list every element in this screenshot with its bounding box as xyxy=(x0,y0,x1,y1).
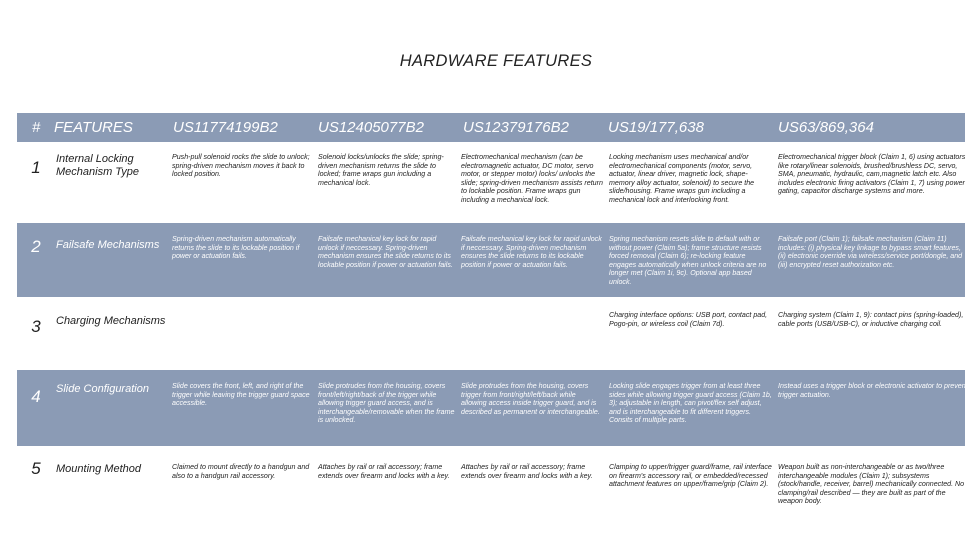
table-cell-patent-2: Solenoid locks/unlocks the slide; spring-driven mechanism returns the slide to locked; frame wraps gun including a mechanical lock. xyxy=(318,153,444,187)
header-patent-4: US19/177,638 xyxy=(608,119,704,136)
header-patent-1: US11774199B2 xyxy=(173,119,278,136)
header-patent-3: US12379176B2 xyxy=(463,119,569,136)
table-row xyxy=(17,446,965,512)
table-cell-patent-2: Slide protrudes from the housing, covers front/left/right/back of the trigger while allowing trigger guard access, and is interchangeable/removable when the frame is unlocked. xyxy=(318,382,455,425)
header-patent-2: US12405077B2 xyxy=(318,119,424,136)
table-cell-patent-2: Failsafe mechanical key lock for rapid unlock if neccessary. Spring-driven mechanism ensures the slide returns to its lockable position if power or actuation fails. xyxy=(318,235,453,269)
row-feature-label: Mounting Method xyxy=(56,463,141,475)
table-cell-patent-1: Spring-driven mechanism automatically returns the slide to its lockable position if power or actuation fails. xyxy=(172,235,300,261)
table-cell-patent-1: Claimed to mount directly to a handgun and also to a handgun rail accessory. xyxy=(172,463,310,480)
table-row xyxy=(17,223,965,297)
row-feature-label: Slide Configuration xyxy=(56,383,149,395)
row-feature-label: Charging Mechanisms xyxy=(56,315,166,327)
table-cell-patent-4: Locking slide engages trigger from at least three sides while allowing trigger guard access (Claim 1b, 3); adjustable in length, can pivot/flex self adjust, and is interchangeable to fit different triggers. Consits of multiple parts. xyxy=(609,382,772,425)
table-cell-patent-3: Electromechanical mechanism (can be electromagnetic actuator, DC motor, servo motor, or stepper motor) locks/ unlocks the slide; spring-driven mechanism assists return to lockable position. Frame wraps gun including a mechanical lock. xyxy=(461,153,603,204)
table-cell-patent-5: Electromechanical trigger block (Claim 1, 6) using actuators like rotary/linear solenoids, brushed/brushless DC, servo, SMA, pneumatic, hydraulic, cam,magnetic latch etc. Also includes electronic firing activators (Claim 1, 7) using power gating, capacitor discharge systems and more. xyxy=(778,153,966,196)
table-cell-patent-5: Charging system (Claim 1, 9): contact pins (spring-loaded), cable ports (USB/USB-C), or inductive charging coil. xyxy=(778,311,964,328)
table-row xyxy=(17,297,965,370)
table-header xyxy=(17,113,965,142)
table-cell-patent-4: Clamping to upper/trigger guard/frame, rail interface on firearm's accessory rail, or embedded/recessed attachment features on upper/frame/grip (Claim 2). xyxy=(609,463,772,489)
table-row xyxy=(17,142,965,222)
row-feature-label: Failsafe Mechanisms xyxy=(56,239,160,251)
table-cell-patent-4: Spring mechanism resets slide to default with or without power (Claim 5a); frame structure resists forced removal (Claim 6); re-locking feature engages automatically when unlock criteria are no longer met (Claim 1i, 9c). Optional app based unlock. xyxy=(609,235,767,286)
table-cell-patent-4: Charging interface options: USB port, contact pad, Pogo-pin, or wireless coil (Claim 7d). xyxy=(609,311,768,328)
table-cell-patent-5: Instead uses a trigger block or electronic activator to prevent trigger actuation. xyxy=(778,382,968,399)
page-title: HARDWARE FEATURES xyxy=(399,52,593,70)
table-row xyxy=(17,370,968,446)
table-cell-patent-1: Push-pull solenoid rocks the slide to unlock; spring-driven mechanism moves it back to locked position. xyxy=(172,153,310,179)
table-cell-patent-1: Slide covers the front, left, and right of the trigger while leaving the trigger guard space accessible. xyxy=(172,382,310,408)
table-cell-patent-3: Attaches by rail or rail accessory; frame extends over firearm and locks with a key. xyxy=(461,463,593,480)
table-cell-patent-5: Weapon built as non-interchangeable or as two/three interchangeable modules (Claim 1); subsystems (stock/handle, receiver, barrel) mechanically connected. No clamping/rail described — they are built as part of the weapon body. xyxy=(778,463,965,506)
table-cell-patent-5: Failsafe port (Claim 1); failsafe mechanism (Claim 11) includes: (i) physical key linkage to bypass smart features, (ii) electronic override via wireless/service port/dongle, and (iii) encrypted reset authorization etc. xyxy=(778,235,963,269)
row-number: 4 xyxy=(31,387,41,406)
header-features: FEATURES xyxy=(54,119,133,136)
row-feature-label: Internal Locking Mechanism Type xyxy=(56,153,139,178)
row-number: 3 xyxy=(31,317,41,336)
header-patent-5: US63/869,364 xyxy=(778,119,874,136)
table-cell-patent-3: Slide protrudes from the housing, covers trigger from front/right/left/back while allowing access inside trigger guard, and is described as permanent or interchangeable. xyxy=(461,382,600,416)
table-cell-patent-4: Locking mechanism uses mechanical and/or electromechanical components (motor, servo, actuator, linear driver, magnetic lock, shape-memory alloy actuator, solenoid) to secure the slide/housing. Frame wraps gun including a mechanical lock and interlocking front. xyxy=(609,153,755,204)
header-number: # xyxy=(32,119,41,136)
row-number: 2 xyxy=(31,237,41,256)
row-number: 1 xyxy=(31,158,41,177)
table-cell-patent-3: Failsafe mechanical key lock for rapid unlock if neccessary. Spring-driven mechanism ensures the slide returns to its lockable position if power or actuation fails. xyxy=(461,235,602,269)
row-number: 5 xyxy=(31,459,41,478)
table-cell-patent-2: Attaches by rail or rail accessory; frame extends over firearm and locks with a key. xyxy=(318,463,450,480)
